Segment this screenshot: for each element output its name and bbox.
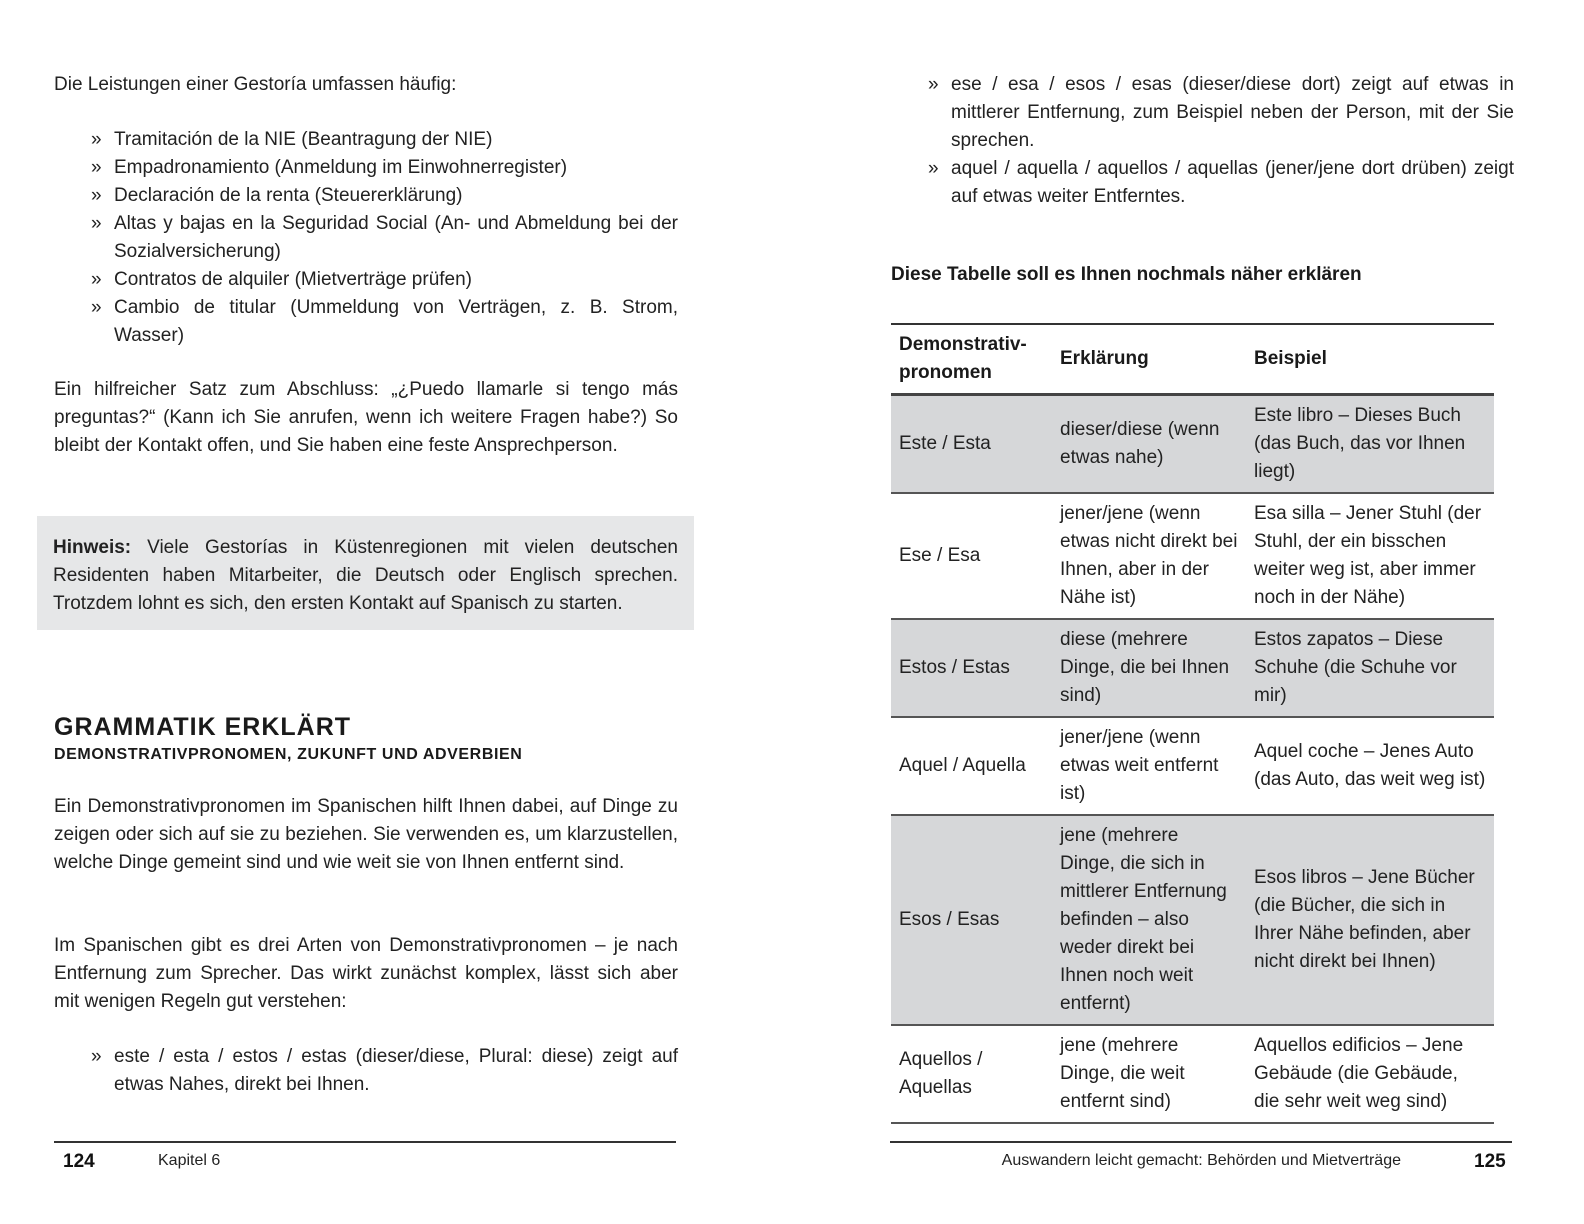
list-item: » Altas y bajas en la Seguridad Social (An- und Abmeldung bei der Sozialversicherung) bbox=[54, 210, 678, 266]
table-cell: diese (mehrere Dinge, die bei Ihnen sind) bbox=[1060, 629, 1230, 706]
chapter-label: Kapitel 6 bbox=[158, 1152, 221, 1169]
column-header: Beispiel bbox=[1254, 348, 1327, 369]
table-cell: Estos / Estas bbox=[899, 657, 1010, 678]
table-cell: Esos libros – Jene Bücher (die Bücher, die sich in Ihrer Nähe befinden, aber nicht direkt bei Ihnen) bbox=[1254, 867, 1475, 972]
footer-rule bbox=[54, 1141, 676, 1143]
table-cell: Aquellos edificios – Jene Gebäude (die Gebäude, die sehr weit weg sind) bbox=[1254, 1035, 1464, 1112]
right-page bbox=[792, 0, 1584, 1224]
services-list bbox=[54, 126, 678, 350]
hint-text: Viele Gestorías in Küstenregionen mit vielen deutschen Residenten haben Mitarbeiter, die Deutsch oder Englisch sprechen. Trotzdem lohnt es sich, den ersten Kontakt auf Spanisch zu starten. bbox=[53, 537, 678, 614]
table-cell: Este libro – Dieses Buch (das Buch, das vor Ihnen liegt) bbox=[1254, 405, 1466, 482]
page-number: 124 bbox=[63, 1151, 95, 1172]
table-cell: Estos zapatos – Diese Schuhe (die Schuhe vor mir) bbox=[1254, 629, 1457, 706]
section-subheading: DEMONSTRATIVPRONOMEN, ZUKUNFT UND ADVERBIEN bbox=[54, 746, 523, 763]
table-cell: Aquel coche – Jenes Auto (das Auto, das weit weg ist) bbox=[1254, 741, 1486, 790]
list-item: » ese / esa / esos / esas (dieser/diese dort) zeigt auf etwas in mittlerer Entfernung, zum Beispiel neben der Person, mit der Sie sprechen. bbox=[891, 71, 1514, 155]
section-heading: GRAMMATIK ERKLÄRT bbox=[54, 713, 352, 741]
demonstrative-table bbox=[891, 323, 1494, 1124]
table-cell: Esos / Esas bbox=[899, 909, 1000, 930]
list-item: » aquel / aquella / aquellos / aquellas (jener/jene dort drüben) zeigt auf etwas weiter Entferntes. bbox=[891, 155, 1514, 211]
table-row bbox=[891, 493, 1494, 619]
running-title: Auswandern leicht gemacht: Behörden und Mietverträge bbox=[1001, 1152, 1401, 1169]
services-intro: Die Leistungen einer Gestoría umfassen häufig: bbox=[54, 74, 457, 95]
table-cell: Aquellos / Aquellas bbox=[899, 1049, 983, 1098]
footer-rule bbox=[890, 1141, 1512, 1143]
table-cell: jener/jene (wenn etwas nicht direkt bei Ihnen, aber in der Nähe ist) bbox=[1060, 503, 1238, 608]
table-title: Diese Tabelle soll es Ihnen nochmals näher erklären bbox=[891, 264, 1362, 285]
table-header-row bbox=[891, 324, 1494, 395]
paragraph-demonstrativ: Ein Demonstrativpronomen im Spanischen hilft Ihnen dabei, auf Dinge zu zeigen oder sich auf sie zu beziehen. Sie verwenden es, um klarzustellen, welche Dinge gemeint sind und wie weit sie von Ihnen entfernt sind. bbox=[54, 796, 678, 873]
demonstrative-list-left bbox=[54, 1043, 678, 1099]
table-row bbox=[891, 619, 1494, 717]
list-item: » Cambio de titular (Ummeldung von Verträgen, z. B. Strom, Wasser) bbox=[54, 294, 678, 350]
table-cell: jener/jene (wenn etwas weit entfernt ist) bbox=[1060, 727, 1219, 804]
page-number: 125 bbox=[1474, 1151, 1506, 1172]
list-item: » Declaración de la renta (Steuererklärung) bbox=[54, 182, 678, 210]
table-row bbox=[891, 717, 1494, 815]
table-cell: Este / Esta bbox=[899, 433, 991, 454]
table-cell: Esa silla – Jener Stuhl (der Stuhl, der ein bisschen weiter weg ist, aber immer noch in der Nähe) bbox=[1254, 503, 1482, 608]
table-cell: jene (mehrere Dinge, die sich in mittlerer Entfernung befinden – also weder direkt bei Ihnen noch weit entfernt) bbox=[1060, 825, 1227, 1014]
table-row bbox=[891, 395, 1494, 494]
table-row bbox=[891, 815, 1494, 1025]
column-header: Erklärung bbox=[1060, 348, 1149, 369]
list-item: » Empadronamiento (Anmeldung im Einwohnerregister) bbox=[54, 154, 678, 182]
table-cell: dieser/diese (wenn etwas nahe) bbox=[1060, 419, 1220, 468]
list-item: » Tramitación de la NIE (Beantragung der NIE) bbox=[54, 126, 678, 154]
paragraph-arten: Im Spanischen gibt es drei Arten von Demonstrativpronomen – je nach Entfernung zum Sprecher. Das wirkt zunächst komplex, lässt sich aber mit wenigen Regeln gut verstehen: bbox=[54, 935, 678, 1012]
closing-paragraph: Ein hilfreicher Satz zum Abschluss: „¿Puedo llamarle si tengo más preguntas?“ (Kann ich Sie anrufen, wenn ich weitere Fragen habe?) So bleibt der Kontakt offen, und Sie haben eine feste Ansprechperson. bbox=[54, 379, 678, 456]
table-cell: jene (mehrere Dinge, die weit entfernt sind) bbox=[1060, 1035, 1185, 1112]
demonstrative-list-right bbox=[891, 71, 1514, 211]
column-header: Demonstrativ-pronomen bbox=[899, 334, 1027, 383]
hint-box bbox=[37, 516, 694, 630]
table-row bbox=[891, 1025, 1494, 1123]
list-item: » este / esta / estos / estas (dieser/diese, Plural: diese) zeigt auf etwas Nahes, direkt bei Ihnen. bbox=[54, 1043, 678, 1099]
table-cell: Ese / Esa bbox=[899, 545, 981, 566]
list-item: » Contratos de alquiler (Mietverträge prüfen) bbox=[54, 266, 678, 294]
hint-paragraph bbox=[53, 534, 678, 618]
table-cell: Aquel / Aquella bbox=[899, 755, 1026, 776]
hint-label: Hinweis: bbox=[53, 537, 132, 558]
